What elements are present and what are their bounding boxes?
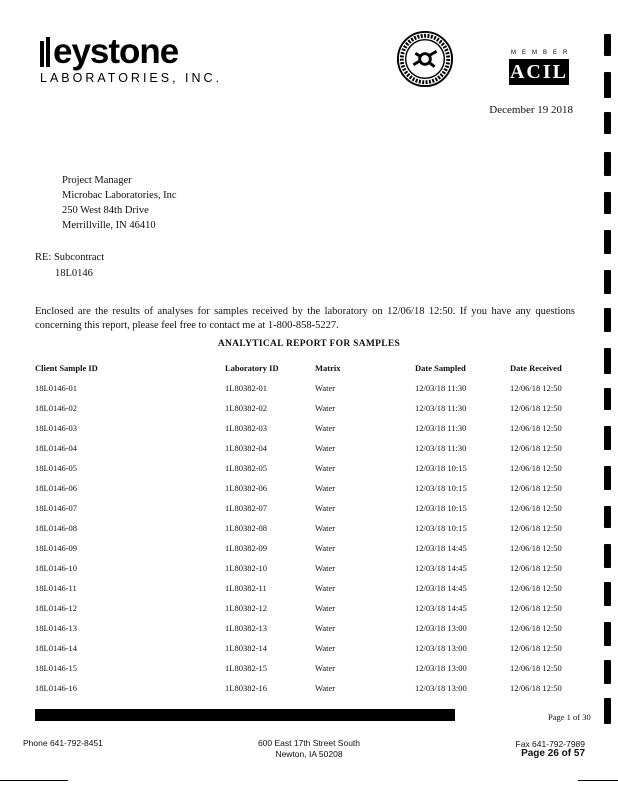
recipient-title: Project Manager: [62, 175, 132, 186]
table-row: [35, 558, 585, 578]
cell-client-sample-id: 18L0146-08: [35, 523, 78, 533]
footer-address-line1: 600 East 17th Street South: [257, 738, 361, 748]
cell-matrix: Water: [315, 463, 336, 473]
company-logo: [40, 34, 222, 85]
cell-laboratory-id: 1L80382-04: [225, 443, 268, 453]
cell-date-received: 12/06/18 12:50: [510, 563, 562, 573]
cell-date-received: 12/06/18 12:50: [510, 643, 562, 653]
table-row: [35, 538, 585, 558]
table-row: [35, 518, 585, 538]
re-label: RE: Subcontract: [35, 252, 105, 263]
cell-date-sampled: 12/03/18 11:30: [415, 443, 467, 453]
table-row: [35, 678, 585, 698]
header-date-sampled: Date Sampled: [415, 363, 466, 373]
cell-matrix: Water: [315, 643, 336, 653]
intro-paragraph: Enclosed are the results of analyses for samples received by the laboratory on 12/06/18 12:50. If you have any questions concerning this report, please feel free to contact me at 1-800-858-5227.: [35, 306, 575, 331]
cell-client-sample-id: 18L0146-01: [35, 383, 78, 393]
cell-client-sample-id: 18L0146-04: [35, 443, 78, 453]
table-row: [35, 478, 585, 498]
table-header-row: [35, 358, 585, 378]
table-row: [35, 578, 585, 598]
table-row: [35, 658, 585, 678]
cell-date-sampled: 12/03/18 11:30: [415, 423, 467, 433]
recipient-company: Microbac Laboratories, Inc: [62, 190, 177, 201]
cell-date-received: 12/06/18 12:50: [510, 423, 562, 433]
cell-date-received: 12/06/18 12:50: [510, 523, 562, 533]
cell-laboratory-id: 1L80382-08: [225, 523, 268, 533]
cell-date-sampled: 12/03/18 10:15: [415, 483, 467, 493]
cell-matrix: Water: [315, 663, 336, 673]
table-row: [35, 418, 585, 438]
letter-date: December 19 2018: [489, 104, 573, 116]
header-laboratory-id: Laboratory ID: [225, 363, 279, 373]
cell-client-sample-id: 18L0146-12: [35, 603, 78, 613]
cell-client-sample-id: 18L0146-05: [35, 463, 78, 473]
header-date-received: Date Received: [510, 363, 562, 373]
cell-matrix: Water: [315, 483, 336, 493]
table-row: [35, 638, 585, 658]
cell-laboratory-id: 1L80382-02: [225, 403, 268, 413]
cell-laboratory-id: 1L80382-10: [225, 563, 268, 573]
cell-client-sample-id: 18L0146-15: [35, 663, 78, 673]
cell-matrix: Water: [315, 683, 336, 693]
footer-right: [516, 739, 585, 759]
cell-laboratory-id: 1L80382-06: [225, 483, 268, 493]
header-matrix: Matrix: [315, 363, 341, 373]
footer-fax: Fax 641-792-7989: [515, 739, 585, 749]
cell-client-sample-id: 18L0146-03: [35, 423, 78, 433]
cell-date-sampled: 12/03/18 14:45: [415, 583, 467, 593]
cell-date-received: 12/06/18 12:50: [510, 483, 562, 493]
cell-date-sampled: 12/03/18 13:00: [415, 683, 467, 693]
table-row: [35, 458, 585, 478]
cell-matrix: Water: [315, 443, 336, 453]
acil-logo: ACIL: [509, 61, 568, 83]
cell-date-sampled: 12/03/18 14:45: [415, 543, 467, 553]
cell-matrix: Water: [315, 403, 336, 413]
logo-brand-text: eystone: [53, 32, 179, 71]
logo-subtitle: LABORATORIES, INC.: [40, 71, 223, 85]
cell-date-received: 12/06/18 12:50: [510, 403, 562, 413]
cell-laboratory-id: 1L80382-01: [225, 383, 268, 393]
header-client-sample-id: Client Sample ID: [35, 363, 98, 373]
cell-laboratory-id: 1L80382-11: [225, 583, 267, 593]
cell-matrix: Water: [315, 623, 336, 633]
cell-matrix: Water: [315, 503, 336, 513]
cell-date-sampled: 12/03/18 13:00: [415, 643, 467, 653]
cell-date-received: 12/06/18 12:50: [510, 623, 562, 633]
cell-date-received: 12/06/18 12:50: [510, 583, 562, 593]
footer-page-number: Page 26 of 57: [521, 748, 585, 759]
cell-date-sampled: 12/03/18 13:00: [415, 663, 467, 673]
cell-matrix: Water: [315, 423, 336, 433]
cell-date-received: 12/06/18 12:50: [510, 463, 562, 473]
cell-laboratory-id: 1L80382-09: [225, 543, 268, 553]
report-title: ANALYTICAL REPORT FOR SAMPLES: [217, 339, 401, 349]
cell-date-received: 12/06/18 12:50: [510, 683, 562, 693]
cell-date-received: 12/06/18 12:50: [510, 543, 562, 553]
member-label: MEMBER: [511, 50, 574, 56]
cell-client-sample-id: 18L0146-16: [35, 683, 78, 693]
cell-date-sampled: 12/03/18 10:15: [415, 503, 467, 513]
logo-k-mark: [40, 37, 52, 67]
cell-matrix: Water: [315, 383, 336, 393]
cell-date-received: 12/06/18 12:50: [510, 503, 562, 513]
cell-laboratory-id: 1L80382-12: [225, 603, 268, 613]
page-of-label: Page 1 of 30: [548, 712, 591, 722]
cell-laboratory-id: 1L80382-16: [225, 683, 268, 693]
cell-matrix: Water: [315, 523, 336, 533]
cell-client-sample-id: 18L0146-09: [35, 543, 78, 553]
cell-date-received: 12/06/18 12:50: [510, 383, 562, 393]
cell-client-sample-id: 18L0146-11: [35, 583, 77, 593]
recipient-address: [62, 173, 177, 233]
cell-matrix: Water: [315, 603, 336, 613]
cell-laboratory-id: 1L80382-03: [225, 423, 268, 433]
cell-laboratory-id: 1L80382-15: [225, 663, 268, 673]
cell-date-sampled: 12/03/18 10:15: [415, 463, 467, 473]
cell-date-sampled: 12/03/18 10:15: [415, 523, 467, 533]
cell-date-sampled: 12/03/18 13:00: [415, 623, 467, 633]
cell-laboratory-id: 1L80382-07: [225, 503, 268, 513]
cell-client-sample-id: 18L0146-02: [35, 403, 78, 413]
cell-client-sample-id: 18L0146-07: [35, 503, 78, 513]
table-row: [35, 398, 585, 418]
cell-matrix: Water: [315, 543, 336, 553]
cell-client-sample-id: 18L0146-14: [35, 643, 78, 653]
cell-client-sample-id: 18L0146-13: [35, 623, 78, 633]
table-row: [35, 498, 585, 518]
footer-phone: Phone 641-792-8451: [23, 738, 103, 748]
footer-rule-bar: [35, 709, 455, 721]
logo-brand: [40, 34, 222, 70]
cell-date-sampled: 12/03/18 11:30: [415, 403, 467, 413]
cell-date-received: 12/06/18 12:50: [510, 663, 562, 673]
cell-date-received: 12/06/18 12:50: [510, 603, 562, 613]
cell-laboratory-id: 1L80382-14: [225, 643, 268, 653]
cell-matrix: Water: [315, 583, 336, 593]
table-row: [35, 378, 585, 398]
cell-date-received: 12/06/18 12:50: [510, 443, 562, 453]
table-row: [35, 598, 585, 618]
cell-client-sample-id: 18L0146-06: [35, 483, 78, 493]
cell-date-sampled: 12/03/18 14:45: [415, 603, 467, 613]
certification-seal-icon: [396, 30, 454, 88]
samples-table: [35, 358, 585, 698]
recipient-street: 250 West 84th Drive: [62, 205, 149, 216]
table-row: [35, 618, 585, 638]
cell-laboratory-id: 1L80382-13: [225, 623, 268, 633]
re-number: 18L0146: [55, 268, 93, 279]
cell-matrix: Water: [315, 563, 336, 573]
acil-member-badge: [509, 50, 573, 85]
cell-date-sampled: 12/03/18 11:30: [415, 383, 467, 393]
cell-laboratory-id: 1L80382-05: [225, 463, 268, 473]
table-row: [35, 438, 585, 458]
fax-edge-marks: [604, 30, 612, 730]
cell-client-sample-id: 18L0146-10: [35, 563, 78, 573]
cell-date-sampled: 12/03/18 14:45: [415, 563, 467, 573]
footer-address-line2: Newton, IA 50208: [275, 749, 343, 759]
recipient-city: Merrillville, IN 46410: [62, 220, 156, 231]
